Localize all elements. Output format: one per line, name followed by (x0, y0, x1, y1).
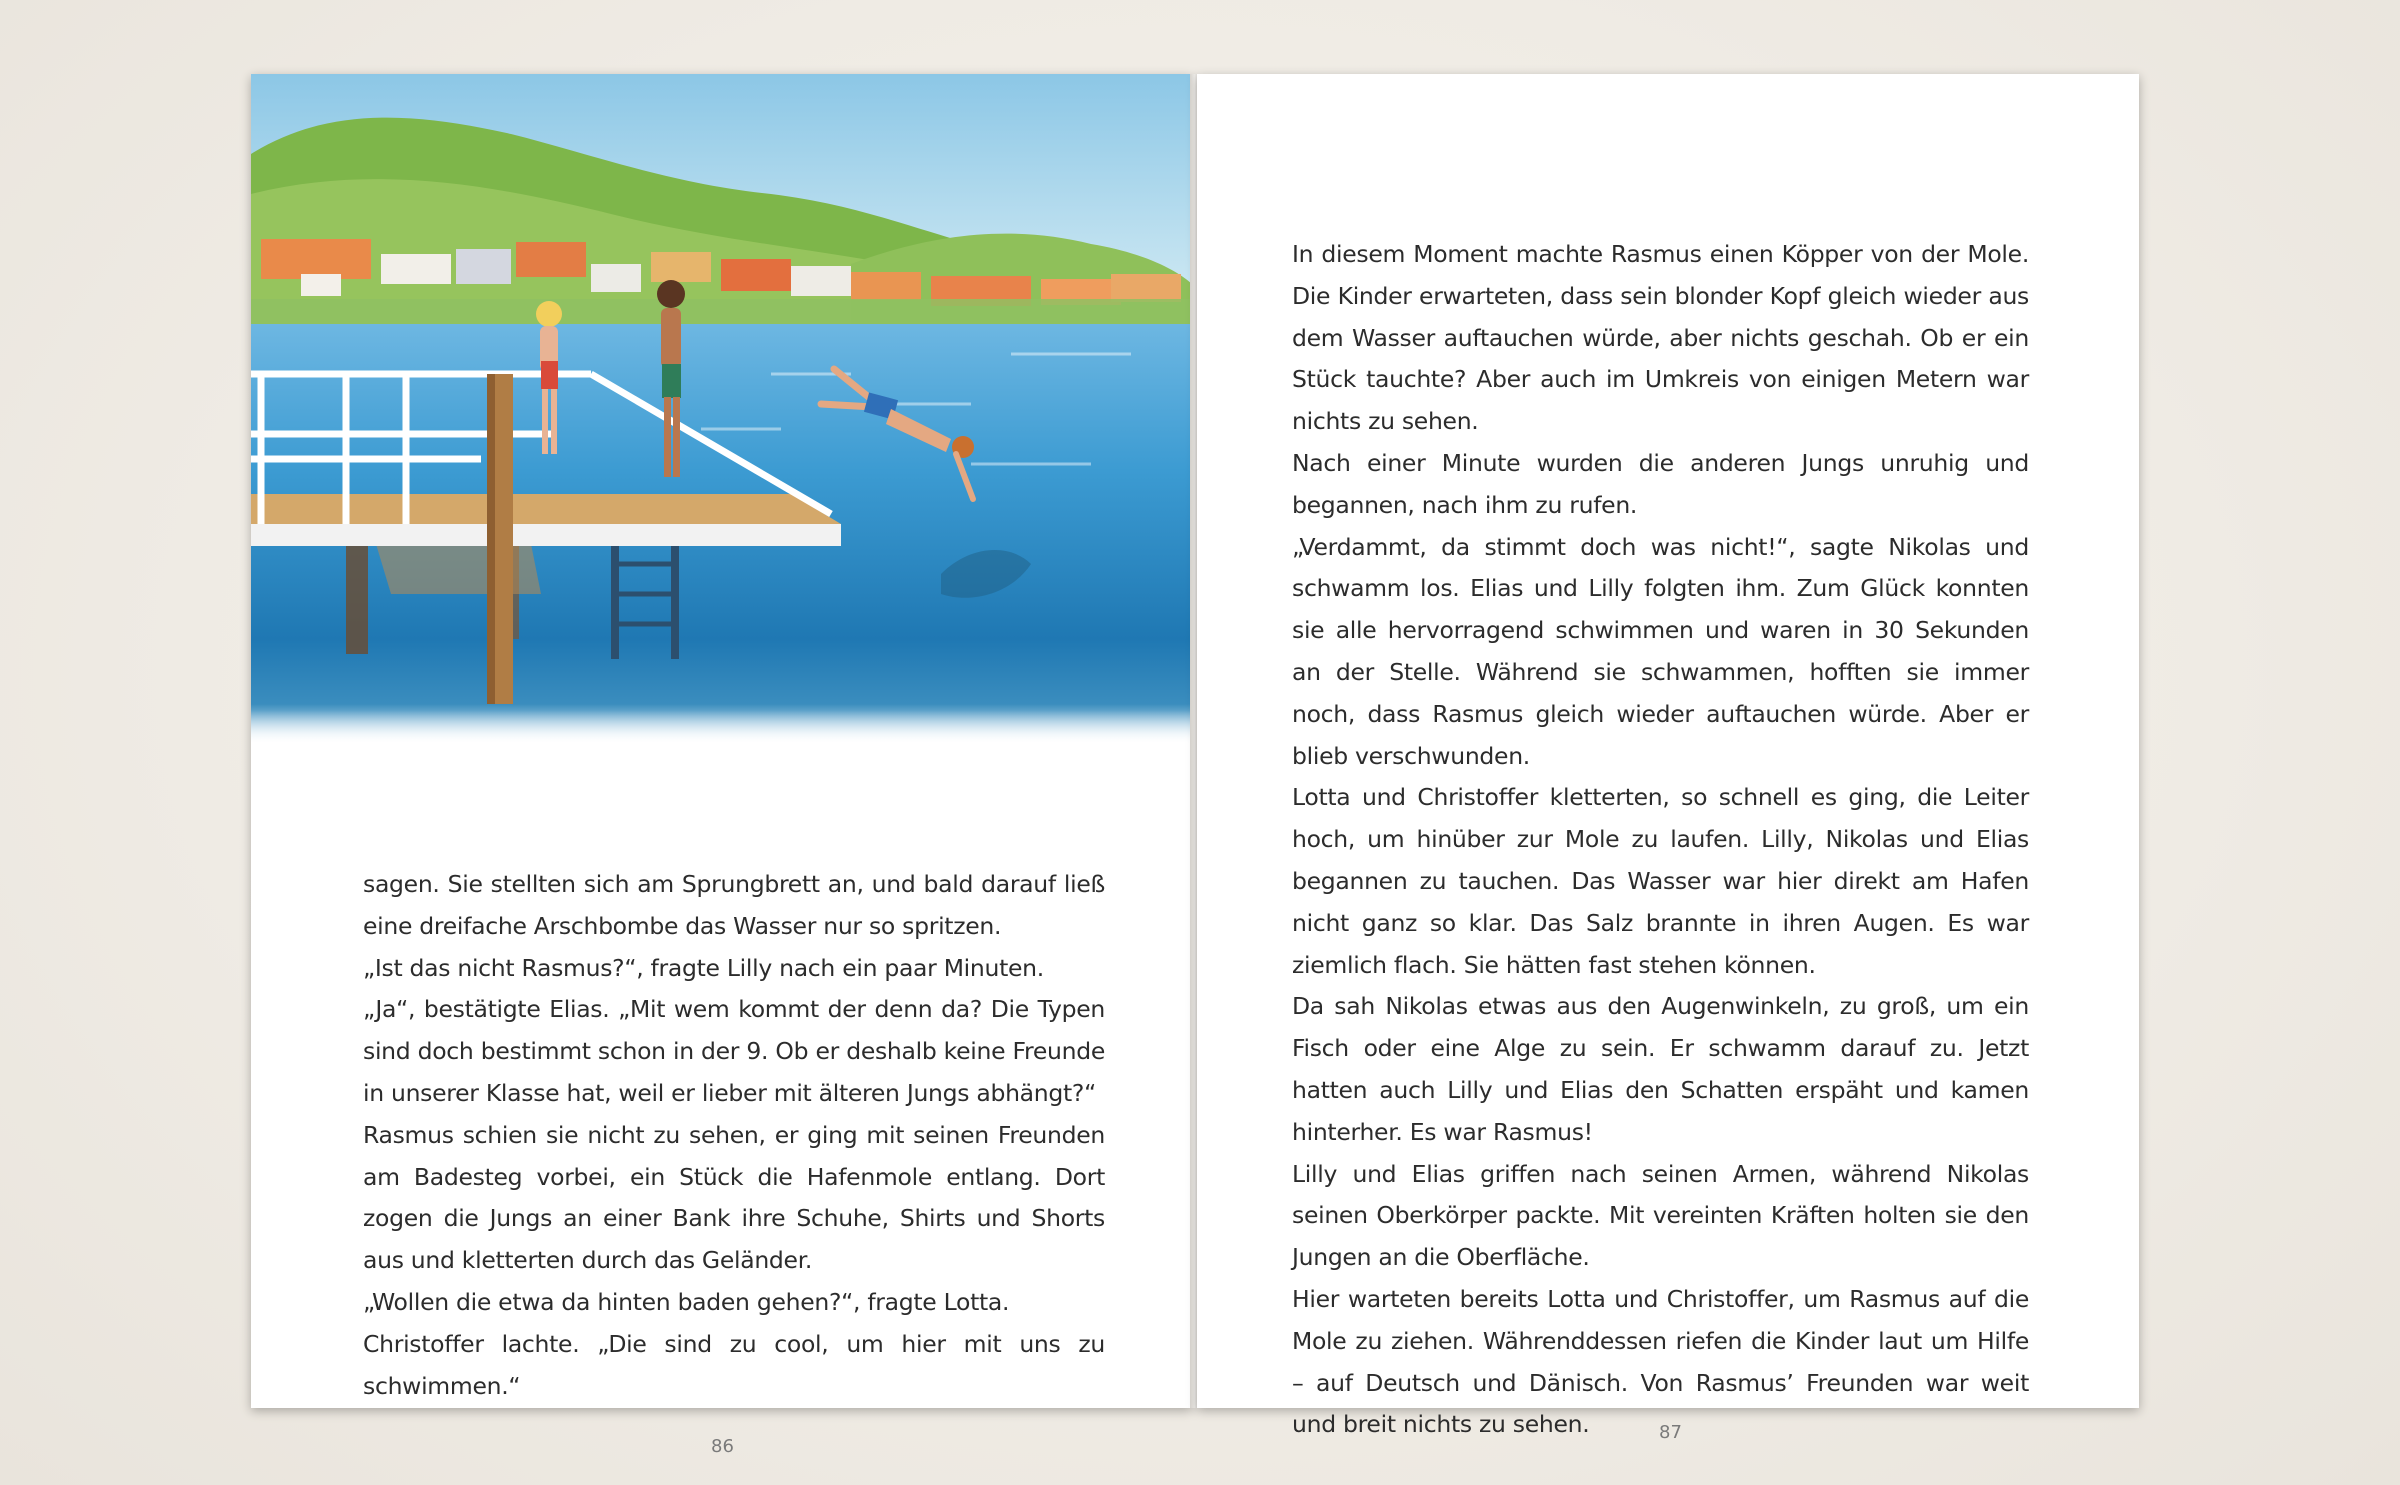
paragraph: Hier warteten bereits Lotta und Christoffer, um Rasmus auf die Mole zu ziehen. Währenddessen riefen die Kinder laut um Hilfe – auf Deutsch und Dänisch. Von Rasmus’ Freunden war weit und breit nichts zu sehen. (1292, 1284, 2029, 1439)
page-number: 86 (711, 1436, 734, 1457)
paragraph: sagen. Sie stellten sich am Sprungbrett an, und bald darauf ließ eine dreifache Arschbombe das Wasser nur so spritzen. (363, 870, 1105, 940)
right-page (1197, 74, 2139, 1443)
paragraph: „Verdammt, da stimmt doch was nicht!“, sagte Nikolas und schwamm los. Elias und Lilly folgten ihm. Zum Glück konnten sie alle hervorragend schwimmen und waren in 30 Sekunden an der Stelle. Während sie schwammen, hofften sie immer noch, dass Rasmus gleich wieder auftauchen würde. Aber er blieb verschwunden. (1292, 532, 2029, 770)
paragraph: „Ist das nicht Rasmus?“, fragte Lilly nach ein paar Minuten. (363, 953, 1044, 982)
jetty-deck (251, 494, 841, 524)
left-page-text (363, 864, 1105, 1407)
jetty-edge (251, 524, 841, 546)
paragraph: Christoffer lachte. „Die sind zu cool, um hier mit uns zu schwimmen.“ (363, 1329, 1105, 1400)
paragraph: Da sah Nikolas etwas aus den Augenwinkeln, zu groß, um ein Fisch oder eine Alge zu sein. Er schwamm darauf zu. Jetzt hatten auch Lilly und Elias den Schatten erspäht und kamen hinterher. Es war Rasmus! (1292, 992, 2029, 1146)
paragraph: „Ja“, bestätigte Elias. „Mit wem kommt der denn da? Die Typen sind doch bestimmt schon in der 9. Ob er deshalb keine Freunde in unserer Klasse hat, weil er lieber mit älteren Jungs abhängt?“ (363, 995, 1105, 1107)
paragraph: In diesem Moment machte Rasmus einen Köpper von der Mole. Die Kinder erwarteten, dass sein blonder Kopf gleich wieder aus dem Wasser auftauchen würde, aber nichts geschah. Ob er ein Stück tauchte? Aber auch im Umkreis von einigen Metern war nichts zu sehen. (1292, 240, 2029, 436)
lake-jetty-illustration (251, 74, 1192, 744)
left-page (251, 74, 1192, 1457)
paragraph: Lotta und Christoffer kletterten, so schnell es ging, die Leiter hoch, um hinüber zur Mole zu laufen. Lilly, Nikolas und Elias begannen zu tauchen. Das Wasser war hier direkt am Hafen nicht ganz so klar. Das Salz brannte in ihren Augen. Es war ziemlich flach. Sie hätten fast stehen können. (1292, 783, 2029, 979)
paragraph: Rasmus schien sie nicht zu sehen, er ging mit seinen Freunden am Badesteg vorbei, ein Stück die Hafenmole entlang. Dort zogen die Jungs an einer Bank ihre Schuhe, Shirts und Shorts aus und kletterten durch das Geländer. (363, 1120, 1105, 1275)
right-page-text (1292, 234, 2029, 1446)
paragraph: Lilly und Elias griffen nach seinen Armen, während Nikolas seinen Oberkörper packte. Mit vereinten Kräften holten sie den Jungen an die Oberfläche. (1292, 1159, 2029, 1272)
page-number: 87 (1659, 1422, 1682, 1443)
paragraph: „Wollen die etwa da hinten baden gehen?“, fragte Lotta. (363, 1287, 1010, 1316)
paragraph: Nach einer Minute wurden die anderen Jungs unruhig und begannen, nach ihm zu rufen. (1292, 448, 2029, 519)
illustration-svg (251, 74, 1192, 744)
